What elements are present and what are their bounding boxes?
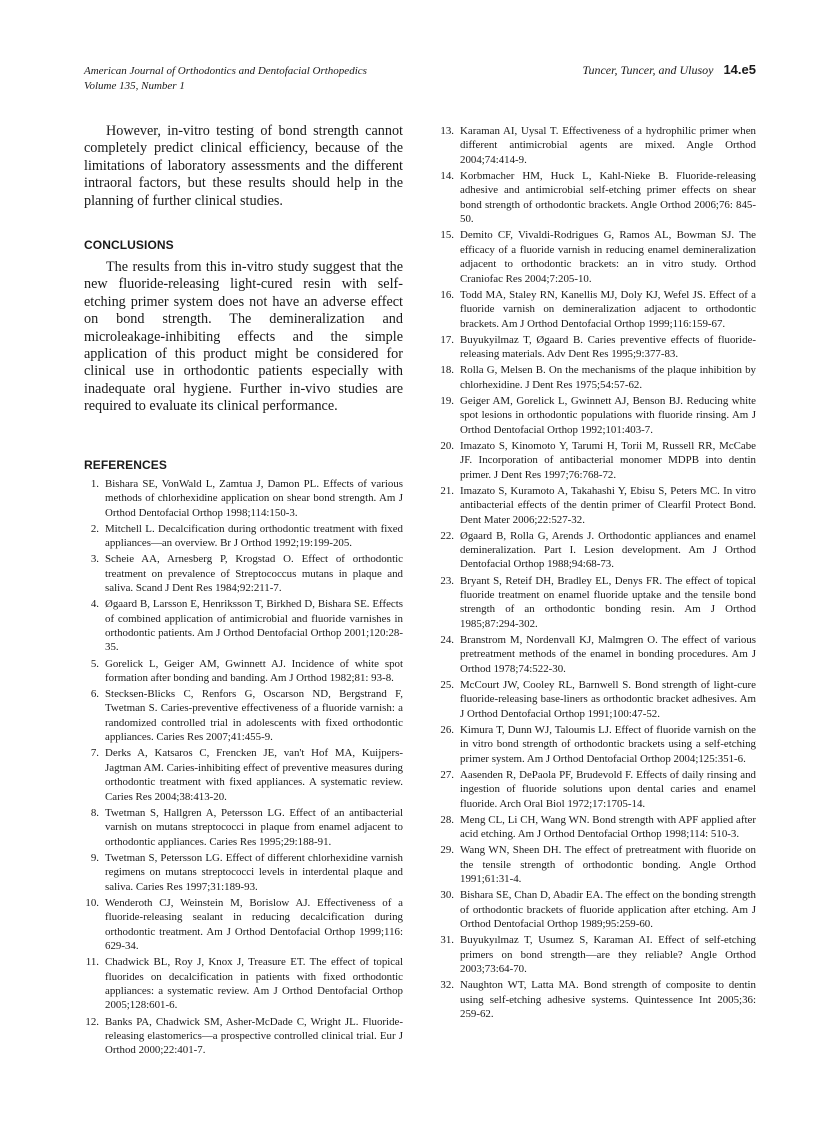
running-header-right <box>582 62 756 78</box>
reference-number: 21. <box>440 484 454 497</box>
reference-text: Rolla G, Melsen B. On the mechanisms of the plaque inhibition by chlorhexidine. J Dent Res 1975;54:57-62. <box>460 364 756 391</box>
reference-number: 4. <box>90 598 99 611</box>
reference-text: Stecksen-Blicks C, Renfors G, Oscarson ND, Bergstrand F, Twetman S. Caries-preventive effectiveness of a fluoride varnish: a randomized controlled trial in adolescents with fixed orthodontic appliances. Caries Res 2007;41:455-9. <box>105 688 403 744</box>
reference-number: 3. <box>90 553 99 566</box>
reference-number: 16. <box>440 288 454 301</box>
journal-title: American Journal of Orthodontics and Dentofacial Orthopedics <box>84 65 367 77</box>
reference-text: Derks A, Katsaros C, Frencken JE, van't Hof MA, Kuijpers-Jagtman AM. Caries-inhibiting effect of preventive measures during orthodontic treatment with fixed appliances. A systematic review. Caries Res 2004;38:413-20. <box>105 747 403 803</box>
reference-list-left <box>84 477 403 1058</box>
conclusions-heading: CONCLUSIONS <box>84 238 174 253</box>
reference-number: 18. <box>440 364 454 377</box>
volume-number: Volume 135, Number 1 <box>84 80 185 92</box>
reference-item <box>439 678 756 721</box>
reference-text: Twetman S, Hallgren A, Petersson LG. Effect of an antibacterial varnish on mutans streptococci in plaque from enamel adjacent to orthodontic appliances. Caries Res 1995;29:188-91. <box>105 806 403 848</box>
authors: Tuncer, Tuncer, and Ulusoy <box>582 63 714 77</box>
reference-item <box>84 746 403 804</box>
reference-number: 15. <box>440 229 454 242</box>
reference-number: 19. <box>440 394 454 407</box>
reference-text: Chadwick BL, Roy J, Knox J, Treasure ET. The effect of topical fluorides on decalcification in patients with fixed orthodontic appliances: a systematic review. Am J Orthod Dentofacial Orthop 2005;128:601-6. <box>105 956 403 1012</box>
reference-item <box>439 813 756 842</box>
reference-text: Imazato S, Kinomoto Y, Tarumi H, Torii M, Russell RR, McCabe JF. Incorporation of antibacterial monomer MDPB into dentin primer. J Dent Res 1997;76:768-72. <box>460 439 756 481</box>
reference-number: 32. <box>440 979 454 992</box>
reference-number: 10. <box>85 896 99 909</box>
reference-number: 13. <box>440 125 454 137</box>
reference-text: Twetman S, Petersson LG. Effect of different chlorhexidine varnish regimens on mutans streptococci levels in interdental plaque and saliva. Caries Res 1997;31:189-93. <box>105 851 403 893</box>
reference-number: 11. <box>85 956 99 969</box>
reference-item <box>439 484 756 527</box>
reference-item <box>439 363 756 392</box>
reference-text: Todd MA, Staley RN, Kanellis MJ, Doly KJ, Wefel JS. Effect of a fluoride varnish on demineralization adjacent to orthodontic brackets. Am J Orthod Dentofacial Orthop 1999;116:159-67. <box>460 288 756 330</box>
reference-item <box>439 843 756 886</box>
reference-item <box>439 169 756 227</box>
reference-text: Banks PA, Chadwick SM, Asher-McDade C, Wright JL. Fluoride-releasing elastomerics—a prospective controlled clinical trial. Eur J Orthod 2000;22:401-7. <box>105 1015 403 1057</box>
reference-number: 24. <box>440 633 454 646</box>
page-number: 14.e5 <box>723 62 756 77</box>
reference-text: Wenderoth CJ, Weinstein M, Borislow AJ. Effectiveness of a fluoride-releasing sealant in reducing decalcification during orthodontic treatment. Am J Orthod Dentofacial Orthop 1999;116: 629-34. <box>105 896 403 953</box>
reference-item <box>84 955 403 1013</box>
reference-number: 31. <box>440 934 454 947</box>
reference-text: Meng CL, Li CH, Wang WN. Bond strength with APF applied after acid etching. Am J Orthod Dentofacial Orthop 1998;114: 510-3. <box>460 813 756 841</box>
reference-number: 8. <box>90 806 99 819</box>
reference-item <box>439 978 756 1021</box>
reference-number: 25. <box>440 678 454 691</box>
reference-item <box>84 851 403 894</box>
left-column <box>84 123 403 1059</box>
reference-number: 17. <box>440 333 454 346</box>
reference-item <box>84 687 403 745</box>
right-column <box>439 124 756 1023</box>
reference-item <box>439 933 756 976</box>
reference-number: 5. <box>90 657 99 670</box>
reference-number: 22. <box>440 529 454 542</box>
reference-number: 28. <box>440 813 454 826</box>
reference-number: 14. <box>440 169 454 182</box>
reference-number: 9. <box>90 851 99 864</box>
intro-paragraph: However, in-vitro testing of bond strength cannot completely predict clinical efficiency, because of the limitations of laboratory assessments and the different intraoral factors, but these results should help in the planning of further clinical studies. <box>84 123 403 209</box>
conclusions-paragraph: The results from this in-vitro study suggest that the new fluoride-releasing light-cured resin with self-etching primer system does not have an adverse effect on bond strength. The demineralization and microleakage-inhibiting effects and the simple application of this product might be considered for clinical use in orthodontic patients especially with inadequate oral hygiene. Further in-vivo studies are required to evaluate its clinical performance. <box>84 259 403 415</box>
reference-item <box>439 529 756 572</box>
reference-text: Øgaard B, Rolla G, Arends J. Orthodontic appliances and enamel demineralization. Part I. Lesion development. Am J Orthod Dentofacial Orthop 1988;94:68-73. <box>460 529 756 571</box>
reference-item <box>84 552 403 595</box>
reference-number: 27. <box>440 768 454 781</box>
reference-text: McCourt JW, Cooley RL, Barnwell S. Bond strength of light-cure fluoride-releasing base-liners as orthodontic bracket adhesives. Am J Orthod Dentofacial Orthop 1991;100:47-52. <box>460 678 756 720</box>
reference-item <box>439 288 756 331</box>
reference-text: Bishara SE, VonWald L, Zamtua J, Damon PL. Effects of various methods of chlorhexidine application on shear bond strength. Am J Orthod Dentofacial Orthop 1998;114:150-3. <box>105 477 403 519</box>
reference-item <box>84 477 403 520</box>
reference-text: Mitchell L. Decalcification during orthodontic treatment with fixed appliances—an overview. Br J Orthod 1992;19:199-205. <box>105 522 403 550</box>
reference-item <box>84 522 403 551</box>
reference-text: Bishara SE, Chan D, Abadir EA. The effect on the bonding strength of orthodontic brackets of fluoride application after etching. Am J Orthod Dentofacial Orthop 1989;95:259-60. <box>460 889 756 931</box>
reference-item <box>84 657 403 686</box>
reference-number: 12. <box>85 1015 99 1028</box>
reference-number: 20. <box>440 439 454 452</box>
reference-item <box>439 723 756 766</box>
running-header-left <box>84 64 367 94</box>
references-heading: REFERENCES <box>84 457 168 472</box>
reference-item <box>439 633 756 676</box>
reference-item <box>439 228 756 286</box>
reference-text: Buyukyilmaz T, Øgaard B. Caries preventive effects of fluoride-releasing materials. Adv Dent Res 1995;9:377-83. <box>460 333 756 361</box>
reference-number: 6. <box>90 688 99 700</box>
reference-text: Branstrom M, Nordenvall KJ, Malmgren O. The effect of various pretreatment methods of the enamel in bonding procedures. Am J Orthod 1978;74:522-30. <box>460 633 756 675</box>
reference-text: Naughton WT, Latta MA. Bond strength of composite to dentin using self-etching adhesive systems. Quintessence Int 2005;36: 259-62. <box>460 979 756 1021</box>
reference-item <box>84 896 403 954</box>
reference-item <box>439 394 756 437</box>
reference-number: 30. <box>440 889 454 902</box>
reference-item <box>439 574 756 632</box>
reference-number: 29. <box>440 844 454 857</box>
reference-item <box>84 806 403 849</box>
reference-text: Scheie AA, Arnesberg P, Krogstad O. Effect of orthodontic treatment on prevalence of Streptococcus mutans in plaque and saliva. Scand J Dent Res 1984;92:211-7. <box>105 553 403 595</box>
reference-item <box>439 124 756 167</box>
reference-text: Karaman AI, Uysal T. Effectiveness of a hydrophilic primer when different antimicrobial agents are mixed. Angle Orthod 2004;74:414-9. <box>460 125 756 166</box>
reference-text: Kimura T, Dunn WJ, Taloumis LJ. Effect of fluoride varnish on the in vitro bond strength of orthodontic brackets using a self-etching primer system. Am J Orthod Dentofacial Orthop 2004;125:351-6. <box>460 723 756 765</box>
reference-number: 1. <box>90 477 99 490</box>
reference-item <box>439 333 756 362</box>
reference-list-right <box>439 124 756 1021</box>
reference-text: Korbmacher HM, Huck L, Kahl-Nieke B. Fluoride-releasing adhesive and antimicrobial self-etching primer effects on shear bond strength of orthodontic brackets. Angle Orthod 2006;76: 845-50. <box>460 169 756 226</box>
reference-number: 7. <box>90 747 99 760</box>
reference-number: 2. <box>90 522 99 535</box>
reference-text: Buyukyılmaz T, Usumez S, Karaman AI. Effect of self-etching primers on bond strength—are they reliable? Angle Orthod 2003;73:64-70. <box>460 934 756 976</box>
reference-text: Gorelick L, Geiger AM, Gwinnett AJ. Incidence of white spot formation after bonding and banding. Am J Orthod 1982;81: 93-8. <box>105 657 403 684</box>
reference-item <box>84 597 403 655</box>
reference-item <box>439 888 756 931</box>
reference-item <box>84 1015 403 1058</box>
reference-text: Bryant S, Reteif DH, Bradley EL, Denys FR. The effect of topical fluoride treatment on enamel fluoride uptake and the tensile bond strength of an orthodontic bonding resin. Am J Orthod 1985;87:294-302. <box>460 574 756 630</box>
reference-text: Imazato S, Kuramoto A, Takahashi Y, Ebisu S, Peters MC. In vitro antibacterial effects of the dentin primer of Clearfil Protect Bond. Dent Mater 2006;22:527-32. <box>460 484 756 526</box>
reference-text: Aasenden R, DePaola PF, Brudevold F. Effects of daily rinsing and ingestion of fluoride solutions upon dental caries and enamel fluoride. Arch Oral Biol 1972;17:1705-14. <box>460 768 756 810</box>
reference-text: Wang WN, Sheen DH. The effect of pretreatment with fluoride on the tensile strength of orthodontic bonding. Angle Orthod 1991;61:31-4. <box>460 844 756 886</box>
reference-item <box>439 439 756 482</box>
reference-item <box>439 768 756 811</box>
reference-text: Øgaard B, Larsson E, Henriksson T, Birkhed D, Bishara SE. Effects of combined application of antimicrobial and fluoride varnishes in orthodontic patients. Am J Orthod Dentofacial Orthop 2001;120:28-35. <box>105 598 403 654</box>
reference-number: 23. <box>440 574 454 587</box>
reference-text: Geiger AM, Gorelick L, Gwinnett AJ, Benson BJ. Reducing white spot lesions in orthodontic populations with fluoride rinsing. Am J Orthod Dentofacial Orthop 1992;101:403-7. <box>460 394 756 436</box>
reference-number: 26. <box>440 723 454 736</box>
reference-text: Demito CF, Vivaldi-Rodrigues G, Ramos AL, Bowman SJ. The efficacy of a fluoride varnish in reducing enamel demineralization adjacent to orthodontic brackets: an in vitro study. Orthod Craniofac Res 2004;7:205-10. <box>460 229 756 285</box>
